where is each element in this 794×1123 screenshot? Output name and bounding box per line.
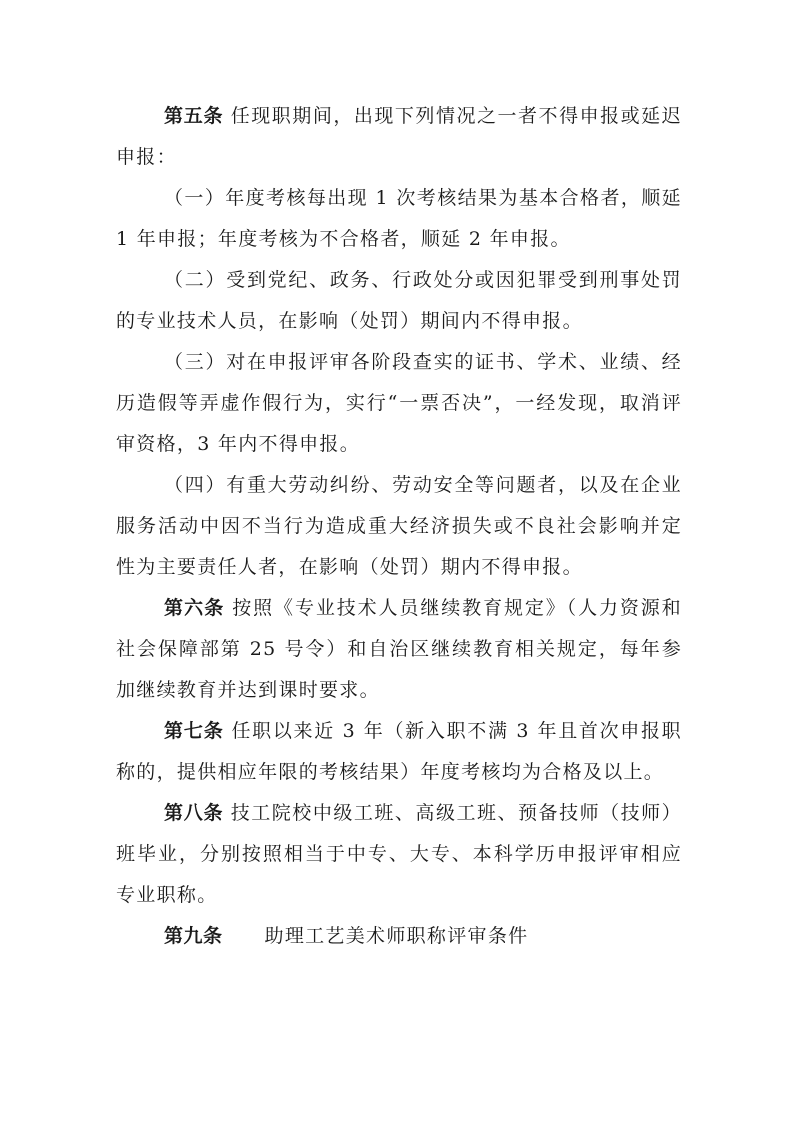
article-9-heading: 第九条 (164, 925, 223, 947)
article-6-text: 按照《专业技术人员继续教育规定》（人力资源和社会保障部第 25 号令）和自治区继续教育相关规定，每年参加继续教育并达到课时要求。 (116, 597, 682, 701)
article-7-text: 任职以来近 3 年（新入职不满 3 年且首次申报职称的，提供相应年限的考核结果）年度考核均为合格及以上。 (116, 720, 682, 783)
article-5-item-3: （三）对在申报评审各阶段查实的证书、学术、业绩、经历造假等弄虚作假行为，实行“一票否决”，一经发现，取消评审资格，3 年内不得申报。 (116, 351, 682, 455)
article-8-text: 技工院校中级工班、高级工班、预备技师（技师）班毕业，分别按照相当于中专、大专、本科学历申报评审相应专业职称。 (116, 802, 682, 906)
article-6-heading: 第六条 (164, 597, 225, 619)
article-6 (116, 588, 682, 711)
article-5-item-4: （四）有重大劳动纠纷、劳动安全等问题者，以及在企业服务活动中因不当行为造成重大经济损失或不良社会影响并定性为主要责任人者，在影响（处罚）期内不得申报。 (116, 474, 682, 578)
article-7 (116, 711, 682, 793)
article-5-heading: 第五条 (164, 105, 224, 127)
article-8 (116, 793, 682, 916)
document-body (116, 96, 682, 957)
article-8-heading: 第八条 (164, 802, 224, 824)
article-9-text: 助理工艺美术师职称评审条件 (264, 925, 529, 947)
article-5-item-1: （一）年度考核每出现 1 次考核结果为基本合格者，顺延 1 年申报；年度考核为不合格者，顺延 2 年申报。 (116, 187, 682, 250)
article-5-item-2: （二）受到党纪、政务、行政处分或因犯罪受到刑事处罚的专业技术人员，在影响（处罚）期间内不得申报。 (116, 269, 682, 332)
article-7-heading: 第七条 (164, 720, 224, 742)
article-5 (116, 96, 682, 178)
article-5-text: 任现职期间，出现下列情况之一者不得申报或延迟申报： (116, 105, 682, 168)
article-9 (116, 916, 682, 957)
